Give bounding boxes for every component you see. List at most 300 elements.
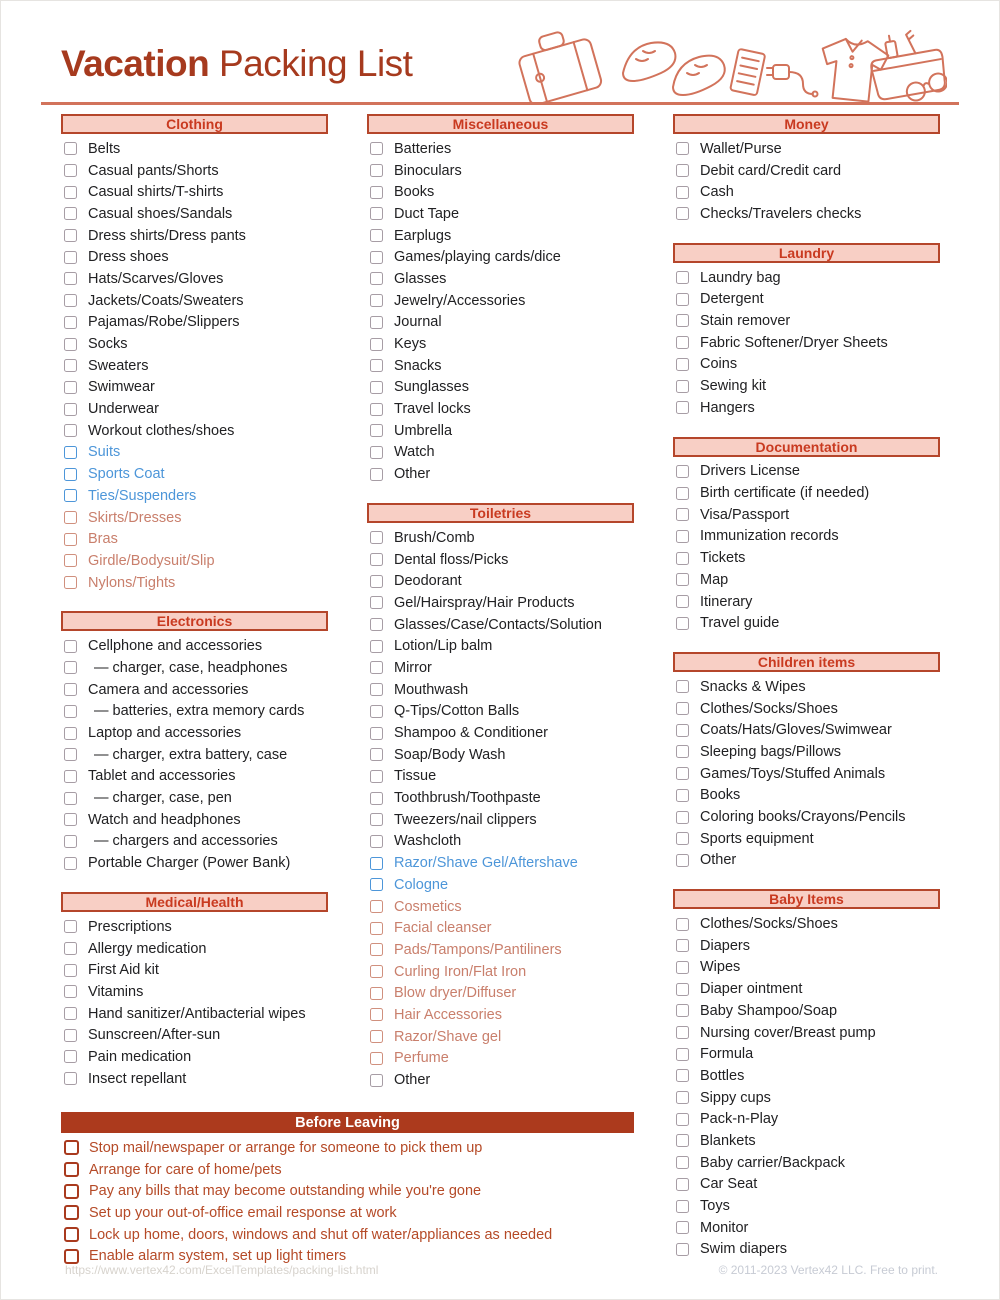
checkbox[interactable] [64, 1050, 77, 1063]
item-label: Insect repellant [88, 1070, 187, 1087]
item-label: Pay any bills that may become outstanding while you're gone [89, 1183, 482, 1200]
item-brush-comb [367, 527, 634, 549]
checkbox[interactable] [676, 186, 689, 199]
checkbox[interactable] [64, 1205, 79, 1220]
item-label: Tweezers/nail clippers [394, 811, 537, 828]
item-prescriptions [61, 916, 328, 938]
item-label: Lotion/Lip balm [394, 638, 493, 655]
checkbox[interactable] [64, 640, 77, 653]
checkbox[interactable] [370, 381, 383, 394]
item-label: Socks [88, 336, 128, 353]
checkbox[interactable] [676, 832, 689, 845]
item-label: Sweaters [88, 357, 149, 374]
checkbox[interactable] [676, 207, 689, 220]
item-label: Travel guide [700, 615, 780, 632]
item-label: Mirror [394, 659, 432, 676]
checkbox[interactable] [370, 965, 383, 978]
checkbox[interactable] [64, 985, 77, 998]
item-dental-floss-picks [367, 549, 634, 571]
item-label: Hats/Scarves/Gloves [88, 270, 224, 287]
item-wipes [673, 957, 940, 979]
checkbox[interactable] [370, 207, 383, 220]
page-title [61, 43, 412, 85]
checkbox[interactable] [370, 316, 383, 329]
item-label: Razor/Shave gel [394, 1028, 502, 1045]
checkbox[interactable] [370, 142, 383, 155]
item-label: Dental floss/Picks [394, 551, 509, 568]
item-tweezers-nail-clippers [367, 809, 634, 831]
section-header-documentation: Documentation [673, 437, 940, 457]
item-label: Nylons/Tights [88, 574, 176, 591]
checkbox[interactable] [676, 1156, 689, 1169]
item-label: Stain remover [700, 312, 791, 329]
checkbox[interactable] [64, 294, 77, 307]
checkbox[interactable] [676, 854, 689, 867]
checkbox[interactable] [676, 1091, 689, 1104]
item-tickets [673, 547, 940, 569]
item-label: Bottles [700, 1067, 745, 1084]
item-diapers [673, 935, 940, 957]
checkbox[interactable] [64, 186, 77, 199]
item-label: Drivers License [700, 463, 800, 480]
checkbox[interactable] [676, 164, 689, 177]
item-label: Razor/Shave Gel/Aftershave [394, 855, 578, 872]
item-allergy-medication [61, 938, 328, 960]
item-label: Underwear [88, 401, 159, 418]
checkbox[interactable] [370, 857, 383, 870]
item-cash [673, 181, 940, 203]
item-watch [367, 442, 634, 464]
section-laundry [673, 243, 940, 419]
item-other [367, 1069, 634, 1091]
item-label: Pack-n-Play [700, 1111, 779, 1128]
checkbox[interactable] [64, 942, 77, 955]
item-other [673, 850, 940, 872]
checkbox[interactable] [370, 1074, 383, 1087]
checkbox[interactable] [370, 987, 383, 1000]
item-car-seat [673, 1174, 940, 1196]
checkbox[interactable] [676, 1243, 689, 1256]
checkbox[interactable] [676, 983, 689, 996]
item-umbrella [367, 420, 634, 442]
item-baby-shampoo-soap [673, 1000, 940, 1022]
checkbox[interactable] [676, 1200, 689, 1213]
header-divider [41, 102, 959, 105]
checkbox[interactable] [676, 380, 689, 393]
checkbox[interactable] [676, 401, 689, 414]
item-duct-tape [367, 203, 634, 225]
section-header-before-leaving: Before Leaving [61, 1112, 634, 1133]
checkbox[interactable] [370, 748, 383, 761]
item-label: First Aid kit [88, 962, 159, 979]
checkbox[interactable] [370, 468, 383, 481]
item-games-toys-stuffed-animals [673, 763, 940, 785]
item-camera-and-accessories [61, 679, 328, 701]
item-label: Facial cleanser [394, 920, 492, 937]
checkbox[interactable] [676, 767, 689, 780]
checkbox[interactable] [676, 336, 689, 349]
item-label: Watch and headphones [88, 811, 241, 828]
checkbox[interactable] [64, 705, 77, 718]
item-soap-body-wash [367, 744, 634, 766]
item-sweaters [61, 355, 328, 377]
section-before-leaving [61, 1112, 634, 1267]
item-label: Enable alarm system, set up light timers [89, 1248, 347, 1265]
item-keys [367, 333, 634, 355]
item-laundry-bag [673, 267, 940, 289]
item-label: Fabric Softener/Dryer Sheets [700, 334, 888, 351]
item-sleeping-bags-pillows [673, 741, 940, 763]
checkbox[interactable] [64, 207, 77, 220]
item-label: Earplugs [394, 227, 452, 244]
item-debit-card-credit-card [673, 160, 940, 182]
column-1 [61, 114, 328, 1278]
item-casual-pants-shorts [61, 160, 328, 182]
checkbox[interactable] [64, 1162, 79, 1177]
item-label: Other [394, 466, 431, 483]
section-documentation [673, 437, 940, 635]
item-birth-certificate-if-needed [673, 482, 940, 504]
item-label: — charger, case, headphones [94, 659, 288, 676]
item-label: Brush/Comb [394, 529, 475, 546]
checkbox[interactable] [370, 618, 383, 631]
item-label: — chargers and accessories [94, 833, 278, 850]
item-label: Car Seat [700, 1176, 758, 1193]
checkbox[interactable] [676, 142, 689, 155]
checkbox[interactable] [676, 595, 689, 608]
item-label: Sippy cups [700, 1089, 771, 1106]
item-hand-sanitizer-antibacterial-wipes [61, 1003, 328, 1025]
item-label: — charger, case, pen [94, 790, 232, 807]
checkbox[interactable] [64, 554, 77, 567]
checkbox[interactable] [64, 338, 77, 351]
checkbox[interactable] [64, 316, 77, 329]
checkbox[interactable] [370, 553, 383, 566]
item-label: Immunization records [700, 528, 839, 545]
item-jewelry-accessories [367, 290, 634, 312]
checkbox[interactable] [64, 359, 77, 372]
checkbox[interactable] [370, 596, 383, 609]
item-label: Blow dryer/Diffuser [394, 985, 517, 1002]
checkbox[interactable] [64, 661, 77, 674]
item-label: Tissue [394, 768, 437, 785]
item-perfume [367, 1048, 634, 1070]
checkbox[interactable] [676, 358, 689, 371]
item-bras [61, 528, 328, 550]
item-gel-hairspray-hair-products [367, 592, 634, 614]
checkbox[interactable] [676, 1048, 689, 1061]
section-header-clothing: Clothing [61, 114, 328, 134]
item-label: Itinerary [700, 593, 753, 610]
item-label: — batteries, extra memory cards [94, 703, 305, 720]
checkbox[interactable] [64, 770, 77, 783]
checkbox[interactable] [676, 1026, 689, 1039]
checkbox[interactable] [676, 789, 689, 802]
item-sewing-kit [673, 375, 940, 397]
checkbox[interactable] [676, 1069, 689, 1082]
item-deodorant [367, 570, 634, 592]
checkbox[interactable] [370, 661, 383, 674]
item-label: Hand sanitizer/Antibacterial wipes [88, 1005, 306, 1022]
checkbox[interactable] [676, 465, 689, 478]
checkbox[interactable] [64, 229, 77, 242]
checkbox[interactable] [370, 424, 383, 437]
item-glasses-case-contacts-solution [367, 614, 634, 636]
item-label: Duct Tape [394, 205, 460, 222]
checkbox[interactable] [676, 530, 689, 543]
section-header-money: Money [673, 114, 940, 134]
checkbox[interactable] [64, 683, 77, 696]
checkbox[interactable] [370, 813, 383, 826]
item-label: Portable Charger (Power Bank) [88, 855, 291, 872]
item-label: Pajamas/Robe/Slippers [88, 314, 240, 331]
item-label: Glasses [394, 270, 447, 287]
checkbox[interactable] [370, 251, 383, 264]
checkbox[interactable] [64, 533, 77, 546]
item-label: Perfume [394, 1050, 449, 1067]
checkbox[interactable] [370, 403, 383, 416]
checkbox[interactable] [64, 489, 77, 502]
checkbox[interactable] [64, 142, 77, 155]
section-children-items [673, 652, 940, 871]
checkbox[interactable] [64, 727, 77, 740]
checkbox[interactable] [370, 294, 383, 307]
section-electronics [61, 611, 328, 874]
footer-url: https://www.vertex42.com/ExcelTemplates/packing-list.html [65, 1263, 379, 1277]
item-label: Hangers [700, 399, 755, 416]
item-insect-repellant [61, 1068, 328, 1090]
item-label: Arrange for care of home/pets [89, 1161, 282, 1178]
item-label: Visa/Passport [700, 506, 790, 523]
checkbox[interactable] [676, 508, 689, 521]
item-jackets-coats-sweaters [61, 290, 328, 312]
checkbox[interactable] [64, 164, 77, 177]
item-label: Toys [700, 1198, 730, 1215]
item-set-up-your-out-of-office-email-response-at-work [61, 1202, 634, 1224]
item-label: Tickets [700, 550, 746, 567]
checkbox[interactable] [676, 487, 689, 500]
checkbox[interactable] [676, 1134, 689, 1147]
item-label: Shampoo & Conditioner [394, 725, 548, 742]
checkbox[interactable] [370, 943, 383, 956]
item-label: Birth certificate (if needed) [700, 485, 870, 502]
item-formula [673, 1043, 940, 1065]
item-workout-clothes-shoes [61, 420, 328, 442]
item-label: Hair Accessories [394, 1006, 502, 1023]
item-nursing-cover-breast-pump [673, 1022, 940, 1044]
item-label: Sunscreen/After-sun [88, 1027, 221, 1044]
item-label: Coloring books/Crayons/Pencils [700, 809, 906, 826]
item-label: Prescriptions [88, 918, 172, 935]
checkbox[interactable] [64, 576, 77, 589]
item-label: Suits [88, 444, 121, 461]
item-label: Wallet/Purse [700, 140, 782, 157]
item-label: Deodorant [394, 573, 462, 590]
checkbox[interactable] [64, 1249, 79, 1264]
checkbox[interactable] [370, 229, 383, 242]
checkbox[interactable] [370, 164, 383, 177]
charger-icon [767, 65, 818, 97]
checkbox[interactable] [370, 1030, 383, 1043]
item-stain-remover [673, 310, 940, 332]
checkbox[interactable] [370, 531, 383, 544]
checkbox[interactable] [676, 811, 689, 824]
checkbox[interactable] [676, 1221, 689, 1234]
page-title-rest: Packing List [209, 43, 413, 84]
checkbox[interactable] [676, 1113, 689, 1126]
item-other [367, 463, 634, 485]
item-tablet-and-accessories [61, 766, 328, 788]
item-label: Other [700, 852, 737, 869]
checkbox[interactable] [676, 939, 689, 952]
item-casual-shirts-t-shirts [61, 181, 328, 203]
checkbox[interactable] [64, 468, 77, 481]
checkbox[interactable] [370, 705, 383, 718]
checkbox[interactable] [64, 748, 77, 761]
checkbox[interactable] [64, 1140, 79, 1155]
item-monitor [673, 1217, 940, 1239]
item-fabric-softener-dryer-sheets [673, 332, 940, 354]
item-label: Baby Shampoo/Soap [700, 1002, 838, 1019]
checkbox[interactable] [676, 552, 689, 565]
checkbox[interactable] [370, 792, 383, 805]
item-swimwear [61, 377, 328, 399]
checkbox[interactable] [64, 1029, 77, 1042]
item-label: Casual shoes/Sandals [88, 205, 233, 222]
checkbox[interactable] [370, 272, 383, 285]
checkbox[interactable] [64, 857, 77, 870]
item-label: Sports equipment [700, 830, 814, 847]
checkbox[interactable] [64, 1007, 77, 1020]
checkbox[interactable] [370, 640, 383, 653]
checkbox[interactable] [676, 702, 689, 715]
checkbox[interactable] [370, 835, 383, 848]
item-label: Baby carrier/Backpack [700, 1154, 846, 1171]
item-label: Vitamins [88, 983, 144, 1000]
checkbox[interactable] [676, 1004, 689, 1017]
checkbox[interactable] [64, 1072, 77, 1085]
item-dress-shirts-dress-pants [61, 225, 328, 247]
checkbox[interactable] [676, 918, 689, 931]
checkbox[interactable] [64, 381, 77, 394]
checkbox[interactable] [64, 813, 77, 826]
footer-copyright: © 2011-2023 Vertex42 LLC. Free to print. [718, 1263, 938, 1277]
item-label: Cash [700, 184, 734, 201]
checkbox[interactable] [64, 1184, 79, 1199]
sneakers-icon [623, 42, 725, 95]
item-label: Games/Toys/Stuffed Animals [700, 765, 886, 782]
checkbox[interactable] [370, 922, 383, 935]
item-label: Dress shoes [88, 249, 169, 266]
item-hangers [673, 397, 940, 419]
item-label: Casual shirts/T-shirts [88, 184, 224, 201]
item-pajamas-robe-slippers [61, 312, 328, 334]
item-label: Binoculars [394, 162, 462, 179]
checkbox[interactable] [676, 680, 689, 693]
checkbox[interactable] [64, 446, 77, 459]
checkbox[interactable] [370, 338, 383, 351]
checkbox[interactable] [370, 900, 383, 913]
checkbox[interactable] [370, 446, 383, 459]
item-wallet-purse [673, 138, 940, 160]
item-label: Clothes/Socks/Shoes [700, 700, 838, 717]
item-first-aid-kit [61, 959, 328, 981]
checkbox[interactable] [64, 964, 77, 977]
item-journal [367, 312, 634, 334]
checkbox[interactable] [64, 403, 77, 416]
checkbox[interactable] [64, 920, 77, 933]
checkbox[interactable] [370, 359, 383, 372]
checkbox[interactable] [370, 1008, 383, 1021]
checkbox[interactable] [676, 293, 689, 306]
item-label: Debit card/Credit card [700, 162, 842, 179]
item-sunscreen-after-sun [61, 1024, 328, 1046]
checkbox[interactable] [676, 1178, 689, 1191]
checkbox[interactable] [676, 617, 689, 630]
checkbox[interactable] [676, 724, 689, 737]
item-pain-medication [61, 1046, 328, 1068]
item-q-tips-cotton-balls [367, 701, 634, 723]
item-bottles [673, 1065, 940, 1087]
checkbox[interactable] [64, 272, 77, 285]
item-drivers-license [673, 461, 940, 483]
item-label: — charger, extra battery, case [94, 746, 288, 763]
section-header-toiletries: Toiletries [367, 503, 634, 523]
checkbox[interactable] [64, 835, 77, 848]
checkbox[interactable] [64, 424, 77, 437]
item-label: Workout clothes/shoes [88, 422, 235, 439]
item-label: Glasses/Case/Contacts/Solution [394, 616, 602, 633]
checkbox[interactable] [370, 575, 383, 588]
checkbox[interactable] [64, 792, 77, 805]
checkbox[interactable] [64, 511, 77, 524]
checkbox[interactable] [676, 961, 689, 974]
item-snacks-wipes [673, 676, 940, 698]
checkbox[interactable] [64, 1227, 79, 1242]
item-nylons-tights [61, 572, 328, 594]
checkbox[interactable] [370, 727, 383, 740]
item-label: Cologne [394, 876, 449, 893]
item-ties-suspenders [61, 485, 328, 507]
item-label: Bras [88, 531, 118, 548]
item-label: Casual pants/Shorts [88, 162, 219, 179]
checkbox[interactable] [370, 878, 383, 891]
item-books [367, 181, 634, 203]
checkbox[interactable] [370, 1052, 383, 1065]
item-books [673, 785, 940, 807]
checkbox[interactable] [370, 186, 383, 199]
checkbox[interactable] [370, 770, 383, 783]
item-label: Journal [394, 314, 442, 331]
checkbox[interactable] [370, 683, 383, 696]
item-dress-shoes [61, 246, 328, 268]
section-header-electronics: Electronics [61, 611, 328, 631]
item-label: Cellphone and accessories [88, 638, 263, 655]
item-pads-tampons-pantiliners [367, 939, 634, 961]
checkbox[interactable] [676, 271, 689, 284]
section-header-baby-items: Baby Items [673, 889, 940, 909]
item-stop-mail-newspaper-or-arrange-for-someone-to-pick-them-up [61, 1137, 634, 1159]
item-label: Skirts/Dresses [88, 509, 182, 526]
checkbox[interactable] [676, 573, 689, 586]
checkbox[interactable] [676, 314, 689, 327]
checkbox[interactable] [676, 745, 689, 758]
item-underwear [61, 398, 328, 420]
item-charger-case-pen [61, 787, 328, 809]
checkbox[interactable] [64, 251, 77, 264]
item-coats-hats-gloves-swimwear [673, 719, 940, 741]
item-label: Sleeping bags/Pillows [700, 743, 842, 760]
